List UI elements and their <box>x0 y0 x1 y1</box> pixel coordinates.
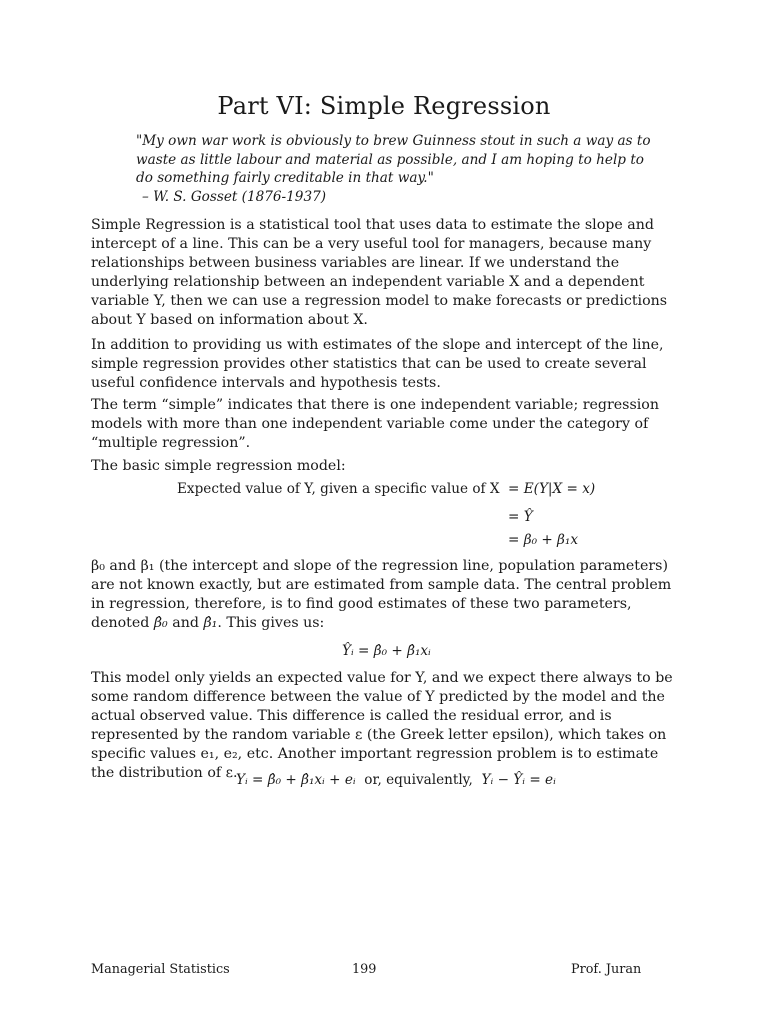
paragraph-simple-term: The term “simple” indicates that there is one independent variable; regression models with more than one independent variable come under the category of “multiple regression”. <box>91 397 659 451</box>
equation-residual-right: Yᵢ − Ŷᵢ = eᵢ <box>481 772 556 788</box>
paragraph-estimates-tail: . This gives us: <box>217 615 325 631</box>
equation-residual-mid: or, equivalently, <box>364 772 473 788</box>
paragraph-intro: Simple Regression is a statistical tool that uses data to estimate the slope and intercept of a line. This can be a very useful tool for managers, because many relationships between business variables are linear. If we understand the underlying relationship between an independent variable X and a dependent variable Y, then we can use a regression model to make forecasts or predictions about Y based on information about X. <box>91 217 668 328</box>
paragraph-estimates <box>91 557 681 633</box>
equation-residual-left: Yᵢ = β̂₀ + β̂₁xᵢ + eᵢ <box>236 772 356 788</box>
equation-expected-value: = E(Y|X = x) <box>508 481 596 497</box>
paragraph-estimates-and: and <box>172 615 199 631</box>
footer-course: Managerial Statistics <box>91 962 230 977</box>
footer-author: Prof. Juran <box>571 962 642 977</box>
footer-page-number: 199 <box>352 962 377 977</box>
equation-residual <box>236 772 556 788</box>
paragraph-statistics: In addition to providing us with estimates of the slope and intercept of the line, simple regression provides other statistics that can be used to create several useful confidence intervals and hypothesis tests. <box>91 337 664 391</box>
equation-fitted-line: Ŷᵢ = β̂₀ + β̂₁xᵢ <box>342 643 431 659</box>
equation-expected-label: Expected value of Y, given a specific value of X <box>177 481 500 497</box>
epigraph-attribution: – W. S. Gosset (1876-1937) <box>142 189 327 205</box>
equation-population-line: = β₀ + β₁x <box>508 532 579 548</box>
paragraph-basic-model: The basic simple regression model: <box>91 458 346 474</box>
epigraph-quote: "My own war work is obviously to brew Guinness stout in such a way as to waste as little labour and material as possible, and I am hoping to help to do something fairly creditable in that way." <box>136 133 651 186</box>
estimate-beta1: β̂₁ <box>203 615 218 631</box>
page-title: Part VI: Simple Regression <box>217 92 551 120</box>
paragraph-residual: This model only yields an expected value for Y, and we expect there always to be some random difference between the value of Y predicted by the model and the actual observed value. This difference is called the residual error, and is represented by the random variable ε (the Greek letter epsilon), which takes on specific values e₁, e₂, etc. Another important regression problem is to estimate the distribution of ε. <box>91 670 673 781</box>
estimate-beta0: β̂₀ <box>153 615 168 631</box>
equation-y-hat: = Ŷ <box>508 509 533 525</box>
paragraph-estimates-text: β₀ and β₁ (the intercept and slope of the regression line, population parameters) are not known exactly, but are estimated from sample data. The central problem in regression, therefore, is to find good estimates of these two parameters, denoted <box>91 558 672 631</box>
